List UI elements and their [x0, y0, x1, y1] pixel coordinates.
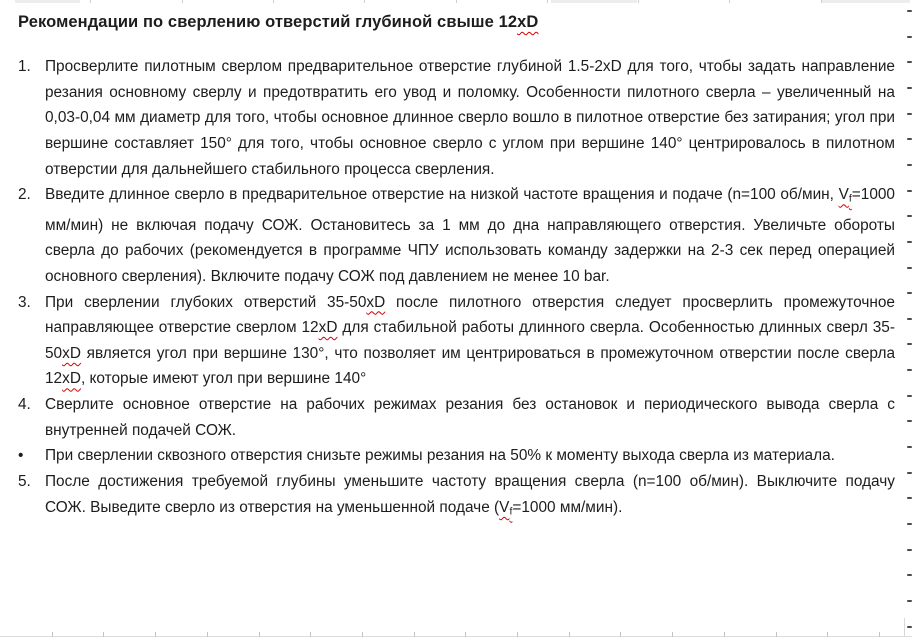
- spellcheck-flagged-text: xD: [517, 13, 539, 31]
- text-segment: Сверлите основное отверстие на рабочих режимах резания без остановок и периодического вывода сверла с внутренней подачей СОЖ.: [45, 396, 895, 439]
- table-gridline-tick-bottom: [569, 632, 570, 637]
- edge-text-artifact: [907, 87, 912, 89]
- spellcheck-flagged-text: V: [499, 498, 510, 516]
- edge-text-artifact: [907, 267, 912, 269]
- list-marker: 4.: [18, 396, 31, 414]
- text-segment: после пилотного отверстия следует просверлить промежуточное направляющее отверстие сверлом 12: [45, 293, 895, 337]
- list-marker: 3.: [18, 293, 31, 311]
- table-gridline-tick-bottom: [259, 632, 260, 637]
- list-marker: 5.: [18, 473, 31, 491]
- list-marker: 1.: [18, 58, 31, 75]
- edge-text-artifact: [907, 600, 912, 602]
- text-segment: При сверлении глубоких отверстий 35-50: [45, 293, 367, 311]
- edge-text-artifact: [907, 446, 912, 448]
- table-cell-shading-remnant: [15, 0, 80, 3]
- list-item-paragraph: [45, 392, 895, 443]
- text-segment: После достижения требуемой глубины уменьшите частоту вращения сверла (n=100 об/мин). Выключите подачу СОЖ. Выведите сверло из отверстия на уменьшенной подаче (: [45, 473, 895, 516]
- table-gridline-tick-bottom: [672, 632, 673, 637]
- edge-text-artifact: [907, 10, 912, 12]
- numbered-list-item: [18, 290, 895, 393]
- list-item-paragraph: [45, 290, 895, 393]
- edge-text-artifact: [907, 626, 912, 628]
- edge-text-artifact: [907, 497, 912, 499]
- table-gridline-tick-top: [182, 0, 183, 3]
- edge-text-artifact: [907, 113, 912, 115]
- table-gridline-tick-bottom: [517, 632, 518, 637]
- text-segment: =1000 мм/мин).: [512, 498, 623, 516]
- table-gridline-vertical: [904, 618, 905, 637]
- numbered-list-item: [18, 182, 895, 289]
- table-gridline-tick-bottom: [155, 632, 156, 637]
- edge-text-artifact: [907, 292, 912, 294]
- recommendations-list: [18, 54, 895, 525]
- spellcheck-flagged-text: xD: [62, 370, 81, 388]
- table-cell-shading-remnant: [822, 0, 910, 3]
- text-segment: является угол при вершине 130°, что позволяет им центрироваться в промежуточном отверстии после сверла 12: [45, 344, 895, 388]
- text-segment: =1000 мм/мин) не включая подачу СОЖ. Остановитесь за 1 мм до дна направляющего отверстия. Увеличьте обороты сверла до рабочих (рекомендуется в программе ЧПУ использовать команду задержки на 2-3 сек перед операцией основного сверления). Включите подачу СОЖ под давлением не менее 10 bar.: [45, 186, 895, 285]
- table-gridline-tick-top: [364, 0, 365, 3]
- edge-text-artifact: [907, 549, 912, 551]
- edge-text-artifact: [907, 138, 912, 140]
- table-gridline-tick-bottom: [103, 632, 104, 637]
- table-gridline-tick-bottom: [362, 632, 363, 637]
- list-item-paragraph: [45, 469, 895, 525]
- bullet-list-item: [18, 443, 895, 469]
- table-gridline-tick-bottom: [207, 632, 208, 637]
- edge-text-artifact: [907, 574, 912, 576]
- edge-text-artifact: [907, 472, 912, 474]
- page-title: [18, 11, 895, 33]
- table-gridline-tick-bottom: [724, 632, 725, 637]
- numbered-list-item: [18, 469, 895, 525]
- list-item-paragraph: [45, 54, 895, 182]
- edge-text-artifact: [907, 420, 912, 422]
- edge-text-artifact: [907, 215, 912, 217]
- spellcheck-flagged-text: f: [509, 506, 513, 518]
- table-gridline-tick-bottom: [414, 632, 415, 637]
- numbered-list-item: [18, 392, 895, 443]
- edge-text-artifact: [907, 241, 912, 243]
- edge-text-artifact: [907, 36, 912, 38]
- table-gridline-tick-bottom: [827, 632, 828, 637]
- edge-text-artifact: [907, 190, 912, 192]
- table-gridline-tick-bottom: [310, 632, 311, 637]
- spellcheck-flagged-text: xD: [62, 344, 81, 362]
- spellcheck-flagged-text: V: [838, 186, 849, 204]
- list-item-paragraph: [45, 443, 895, 469]
- list-item-paragraph: [45, 182, 895, 289]
- text-segment: Просверлите пилотным сверлом предварительное отверстие глубиной 1.5-2xD для того, чтобы задать направление резания основному сверлу и предотвратить его увод и поломку. Особенности пилотного сверла – увеличенный на 0,03-0,04 мм диаметр для того, чтобы основное длинное сверло вошло в пилотное отверстие без затирания; угол при вершине составляет 150° для того, чтобы основное сверло с углом при вершине 140° центрировалось в пилотном отверстии для дальнейшего стабильного процесса сверления.: [45, 58, 895, 178]
- edge-text-artifact: [907, 523, 912, 525]
- edge-text-artifact: [907, 369, 912, 371]
- list-marker: 2.: [18, 186, 31, 204]
- text-segment: для стабильной работы длинного сверла. Особенностью длинных сверл 35-50: [45, 319, 895, 362]
- spellcheck-flagged-text: xD: [318, 319, 338, 337]
- table-gridline-tick-bottom: [879, 632, 880, 637]
- edge-text-artifact: [907, 164, 912, 166]
- text-segment: При сверлении сквозного отверстия снизьте режимы резания на 50% к моменту выхода сверла из материала.: [45, 447, 835, 465]
- edge-text-artifact: [907, 343, 912, 345]
- table-gridline-tick-bottom: [465, 632, 466, 637]
- text-segment: Рекомендации по сверлению отверстий глубиной свыше 12: [18, 13, 518, 31]
- spellcheck-flagged-text: f: [848, 193, 852, 205]
- table-gridline-tick-bottom: [52, 632, 53, 637]
- edge-text-artifact: [907, 61, 912, 63]
- table-gridline-tick-top: [821, 0, 822, 3]
- table-cell-shading-remnant: [551, 0, 637, 3]
- table-gridline-tick-top: [638, 0, 639, 3]
- spellcheck-flagged-text: xD: [366, 293, 386, 311]
- table-gridline-tick-top: [456, 0, 457, 3]
- list-marker: •: [18, 447, 24, 465]
- numbered-list-item: [18, 54, 895, 182]
- table-gridline-tick-top: [547, 0, 548, 3]
- text-segment: , которые имеют угол при вершине 140°: [80, 370, 367, 388]
- table-gridline-tick-top: [273, 0, 274, 3]
- table-gridline-tick-bottom: [776, 632, 777, 637]
- table-gridline-tick-bottom: [620, 632, 621, 637]
- table-gridline-tick-top: [729, 0, 730, 3]
- edge-text-artifact: [907, 318, 912, 320]
- table-gridline-tick-top: [90, 0, 91, 3]
- edge-text-artifact: [907, 395, 912, 397]
- text-segment: Введите длинное сверло в предварительное отверстие на низкой частоте вращения и подаче (n=100 об/мин,: [45, 186, 839, 204]
